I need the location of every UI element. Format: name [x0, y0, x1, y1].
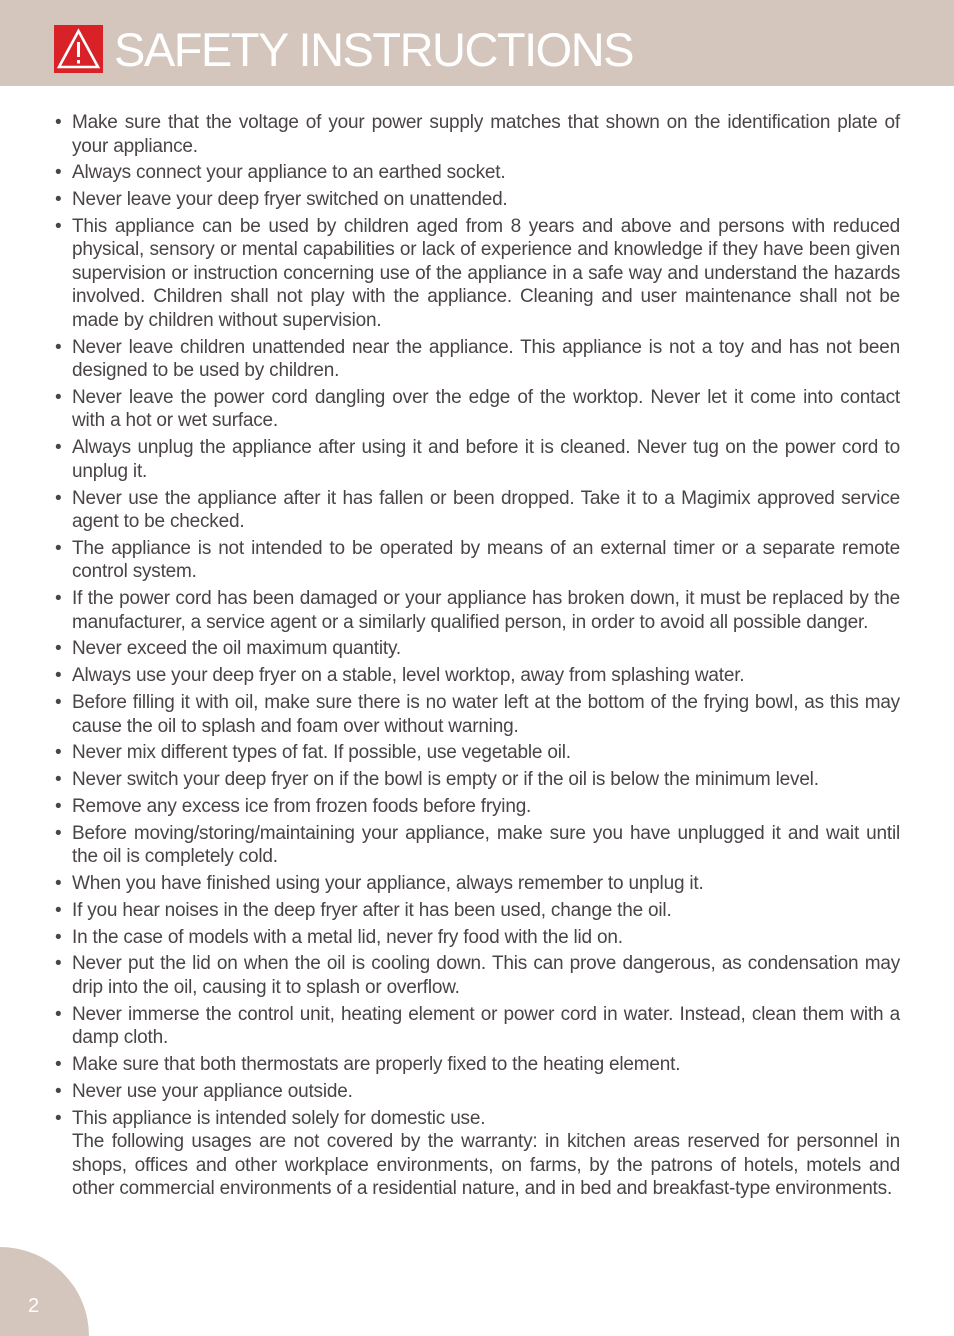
- list-item: • Always connect your appliance to an earthed socket.: [54, 161, 900, 185]
- list-item: • If the power cord has been damaged or your appliance has broken down, it must be replaced by the manufacturer, a service agent or a similarly qualified person, in order to avoid all possible danger.: [54, 587, 900, 634]
- list-item: • Never exceed the oil maximum quantity.: [54, 637, 900, 661]
- list-item: • Never put the lid on when the oil is cooling down. This can prove dangerous, as condensation may drip into the oil, causing it to splash or overflow.: [54, 952, 900, 999]
- page-title: SAFETY INSTRUCTIONS: [114, 23, 634, 76]
- list-item: • Make sure that the voltage of your power supply matches that shown on the identification plate of your appliance.: [54, 111, 900, 158]
- list-item: • Never leave the power cord dangling over the edge of the worktop. Never let it come into contact with a hot or wet surface.: [54, 386, 900, 433]
- list-item: • This appliance can be used by children aged from 8 years and above and persons with reduced physical, sensory or mental capabilities or lack of experience and knowledge if they have been given supervision or instruction concerning use of the appliance in a safe way and understand the hazards involved. Children shall not play with the appliance. Cleaning and user maintenance shall not be made by children without supervision.: [54, 215, 900, 333]
- list-item: • Remove any excess ice from frozen foods before frying.: [54, 795, 900, 819]
- list-item: • Make sure that both thermostats are properly fixed to the heating element.: [54, 1053, 900, 1077]
- list-item-text: This appliance is intended solely for domestic use.: [72, 1107, 486, 1129]
- warranty-note: The following usages are not covered by the warranty: in kitchen areas reserved for personnel in shops, offices and other workplace environments, on farms, by the patrons of hotels, motels and other commercial environments of a residential nature, and in bed and breakfast-type environments.: [72, 1131, 900, 1200]
- page-number-tab: [0, 1247, 89, 1336]
- list-item: • The appliance is not intended to be operated by means of an external timer or a separate remote control system.: [54, 537, 900, 584]
- list-item: • Never leave children unattended near the appliance. This appliance is not a toy and has not been designed to be used by children.: [54, 336, 900, 383]
- list-item: • Never use your appliance outside.: [54, 1080, 900, 1104]
- list-item: • Before filling it with oil, make sure there is no water left at the bottom of the frying bowl, as this may cause the oil to splash and foam over without warning.: [54, 691, 900, 738]
- list-item: • In the case of models with a metal lid, never fry food with the lid on.: [54, 926, 900, 950]
- page-number: 2: [28, 1295, 40, 1317]
- list-item: • Never mix different types of fat. If possible, use vegetable oil.: [54, 741, 900, 765]
- warning-triangle-icon: [54, 25, 103, 73]
- list-item-domestic-use: [54, 1107, 900, 1201]
- list-item: • Always unplug the appliance after using it and before it is cleaned. Never tug on the power cord to unplug it.: [54, 436, 900, 483]
- list-item: • Never immerse the control unit, heating element or power cord in water. Instead, clean them with a damp cloth.: [54, 1003, 900, 1050]
- header-bar: [0, 0, 954, 86]
- safety-instructions-list: [54, 111, 900, 1204]
- list-item: • Always use your deep fryer on a stable, level worktop, away from splashing water.: [54, 664, 900, 688]
- list-item: • When you have finished using your appliance, always remember to unplug it.: [54, 872, 900, 896]
- list-item: • Never use the appliance after it has fallen or been dropped. Take it to a Magimix approved service agent to be checked.: [54, 487, 900, 534]
- list-item: • Never switch your deep fryer on if the bowl is empty or if the oil is below the minimum level.: [54, 768, 900, 792]
- list-item: • Never leave your deep fryer switched on unattended.: [54, 188, 900, 212]
- list-item: • Before moving/storing/maintaining your appliance, make sure you have unplugged it and wait until the oil is completely cold.: [54, 822, 900, 869]
- list-item: • If you hear noises in the deep fryer after it has been used, change the oil.: [54, 899, 900, 923]
